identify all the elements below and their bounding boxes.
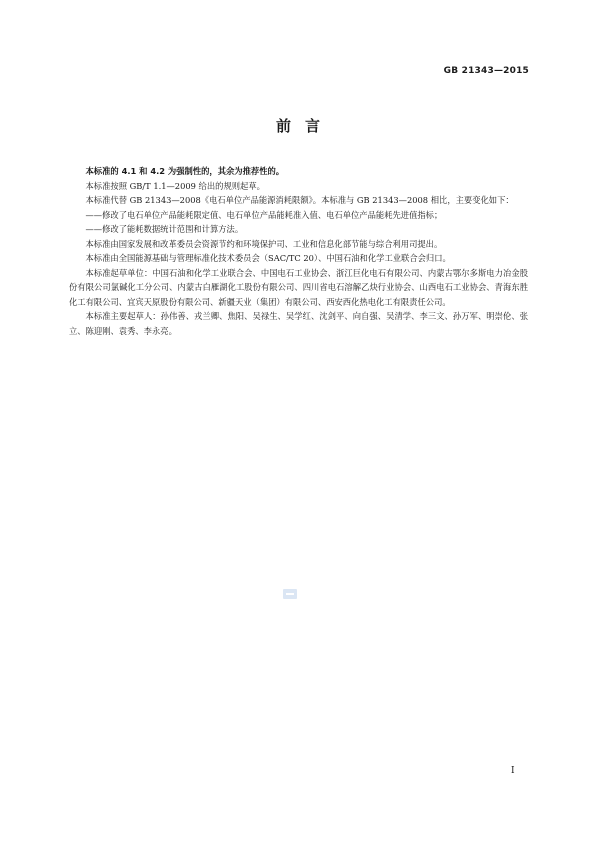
paragraph-proposer: 本标准由国家发展和改革委员会资源节约和环境保护司、工业和信息化部节能与综合利用司提出。 [85,238,443,249]
standard-code: GB 21343—2015 [443,66,529,76]
paragraph-change-item: ——修改了能耗数据统计范围和计算方法。 [85,224,244,234]
paragraph-mandatory-clause: 本标准的 4.1 和 4.2 为强制性的，其余为推荐性的。 [85,166,285,176]
paragraph-change-item: ——修改了电石单位产品能耗限定值、电石单位产品能耗准入值、电石单位产品能耗先进值指标； [85,209,443,220]
paragraph-replacement: 本标准代替 GB 21343—2008《电石单位产品能源消耗限额》。本标准与 GB 21343—2008 相比，主要变化如下： [85,195,514,205]
watermark-stamp-icon [283,589,297,599]
page-title: 前言 [275,117,334,135]
page-number: I [511,766,515,776]
paragraph-drafting-rules: 本标准按照 GB/T 1.1—2009 给出的规则起草。 [85,180,265,191]
paragraph-drafting-units: 本标准起草单位：中国石油和化学工业联合会、中国电石工业协会、浙江巨化电石有限公司、内蒙古鄂尔多斯电力冶金股份有限公司氯碱化工分公司、内蒙古白雁湖化工股份有限公司、四川省电石溶解乙炔行业协会、山西电石工业协会、青海东胜化工有限公司、宜宾天原股份有限公司、新疆天业（集团）有限公司、西安西化热电化工有限责任公司。 [69,267,528,307]
document-body [69,164,528,338]
paragraph-drafters: 本标准主要起草人：孙伟善、戎兰卿、焦阳、吴禄生、吴学红、沈剑平、向自强、吴清学、李三文、孙万军、明崇伦、张立、陈迎刚、袁秀、李永亮。 [69,311,528,336]
paragraph-responsible-body: 本标准由全国能源基础与管理标准化技术委员会（SAC/TC 20）、中国石油和化学工业联合会归口。 [85,253,451,263]
